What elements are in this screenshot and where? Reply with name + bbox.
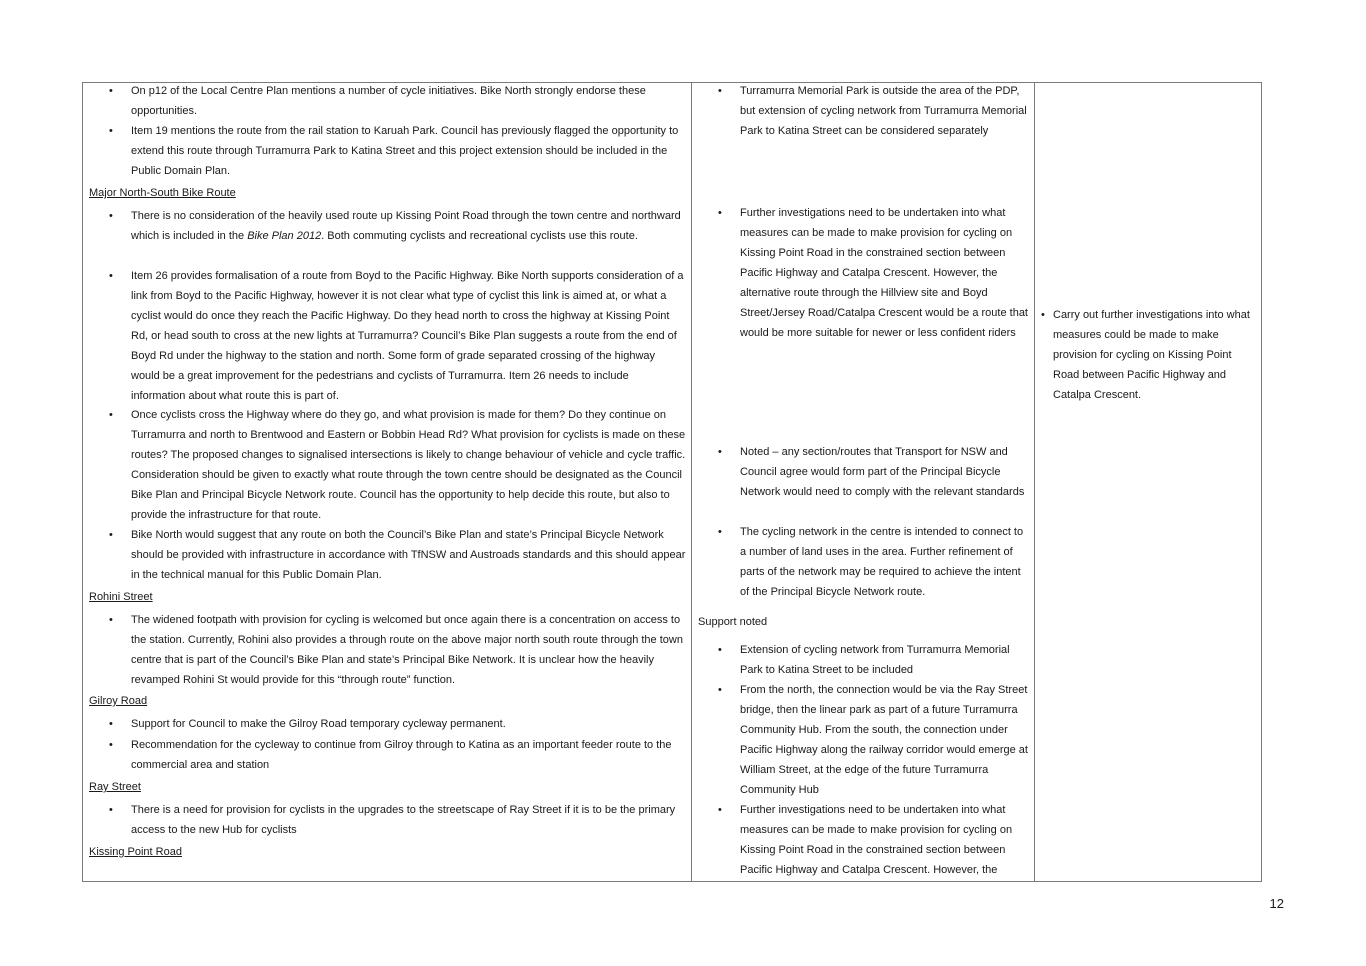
list-item: • Item 26 provides formalisation of a route from Boyd to the Pacific Highway. Bike North supports consideration of a link from Boyd to the Pacific Highway, however it is not clear what type of cyclist this link is aimed at, or what a cyclist would do once they reach the Pacific Highway. Do they head north to cross the highway at Kissing Point Rd, or head south to cross at the new lights at Turramurra? Council’s Bike Plan suggests a route from the end of Boyd Rd under the highway to the station and north. Some form of grade separated crossing of the highway would be a great improvement for the pedestrians and cyclists of Turramurra. Item 26 needs to include information about what route this is part of. [131,266,686,406]
list-item: • There is a need for provision for cyclists in the upgrades to the streetscape of Ray Street if it is to be the primary access to the new Hub for cyclists [131,800,686,840]
section-heading: Rohini Street [89,591,153,603]
list-item: • Support for Council to make the Gilroy Road temporary cycleway permanent. [131,714,686,734]
list-item: • There is no consideration of the heavily used route up Kissing Point Road through the town centre and northward which is included in the Bike Plan 2012. Both commuting cyclists and recreational cyclists use this route. [131,206,686,246]
section-heading: Kissing Point Road [89,846,182,858]
page-number: 12 [1269,896,1284,911]
list-item: • Once cyclists cross the Highway where do they go, and what provision is made for them? Do they continue on Turramurra and north to Brentwood and Eastern or Bobbin Head Rd? What provision for cyclists is made on these routes? The proposed changes to signalised intersections is likely to change behaviour of vehicle and cycle traffic. Consideration should be given to exactly what route through the town centre should be designated as the Council Bike Plan and Principal Bicycle Network route. Council has the opportunity to help decide this route, but also to provide the infrastructure for that route. [131,405,686,525]
list-item: • Recommendation for the cycleway to continue from Gilroy through to Katina as an important feeder route to the commercial area and station [131,735,686,775]
list-item: • The widened footpath with provision for cycling is welcomed but once again there is a concentration on access to the station. Currently, Rohini also provides a through route on the above major north south route through the town centre that is part of the Council’s Bike Plan and state’s Principal Bike Network. It is unclear how the heavily revamped Rohini St would provide for this “through route” function. [131,610,686,690]
action-column [1035,83,1263,881]
comments-table [82,82,1262,882]
section-heading: Major North-South Bike Route [89,187,236,199]
section-heading: Gilroy Road [89,695,148,707]
support-noted-text: Support noted [698,616,768,628]
list-item: • From the north, the connection would be via the Ray Street bridge, then the linear park as part of a future Turramurra Community Hub. From the south, the connection under Pacific Highway along the railway corridor would emerge at William Street, at the edge of the future Turramurra Community Hub [740,680,1030,800]
list-item: • On p12 of the Local Centre Plan mentions a number of cycle initiatives. Bike North strongly endorse these opportunities. [131,83,686,121]
list-item: • Extension of cycling network from Turramurra Memorial Park to Katina Street to be included [740,640,1030,680]
list-item: • The cycling network in the centre is intended to connect to a number of land uses in the area. Further refinement of parts of the network may be required to achieve the intent of the Principal Bicycle Network route. [740,522,1030,602]
section-heading: Ray Street [89,781,141,793]
list-item: • Further investigations need to be undertaken into what measures can be made to make provision for cycling on Kissing Point Road in the constrained section between Pacific Highway and Catalpa Crescent. However, the [740,800,1030,880]
submission-column [83,83,692,881]
list-item: • Noted – any section/routes that Transport for NSW and Council agree would form part of the Principal Bicycle Network would need to comply with the relevant standards [740,442,1030,502]
list-item: • Further investigations need to be undertaken into what measures can be made to make provision for cycling on Kissing Point Road in the constrained section between Pacific Highway and Catalpa Crescent. However, the alternative route through the Hillview site and Boyd Street/Jersey Road/Catalpa Crescent would be a route that would be more suitable for newer or less confident riders [740,203,1030,343]
list-item: • Carry out further investigations into what measures could be made to make provision for cycling on Kissing Point Road between Pacific Highway and Catalpa Crescent. [1053,305,1258,405]
list-item: • Bike North would suggest that any route on both the Council’s Bike Plan and state’s Principal Bicycle Network should be provided with infrastructure in accordance with TfNSW and Austroads standards and this should appear in the technical manual for this Public Domain Plan. [131,525,686,585]
response-column [692,83,1035,881]
list-item: • Item 19 mentions the route from the rail station to Karuah Park. Council has previously flagged the opportunity to extend this route through Turramurra Park to Katina Street and this project extension should be included in the Public Domain Plan. [131,121,686,181]
list-item: • Turramurra Memorial Park is outside the area of the PDP, but extension of cycling network from Turramurra Memorial Park to Katina Street can be considered separately [740,83,1030,141]
